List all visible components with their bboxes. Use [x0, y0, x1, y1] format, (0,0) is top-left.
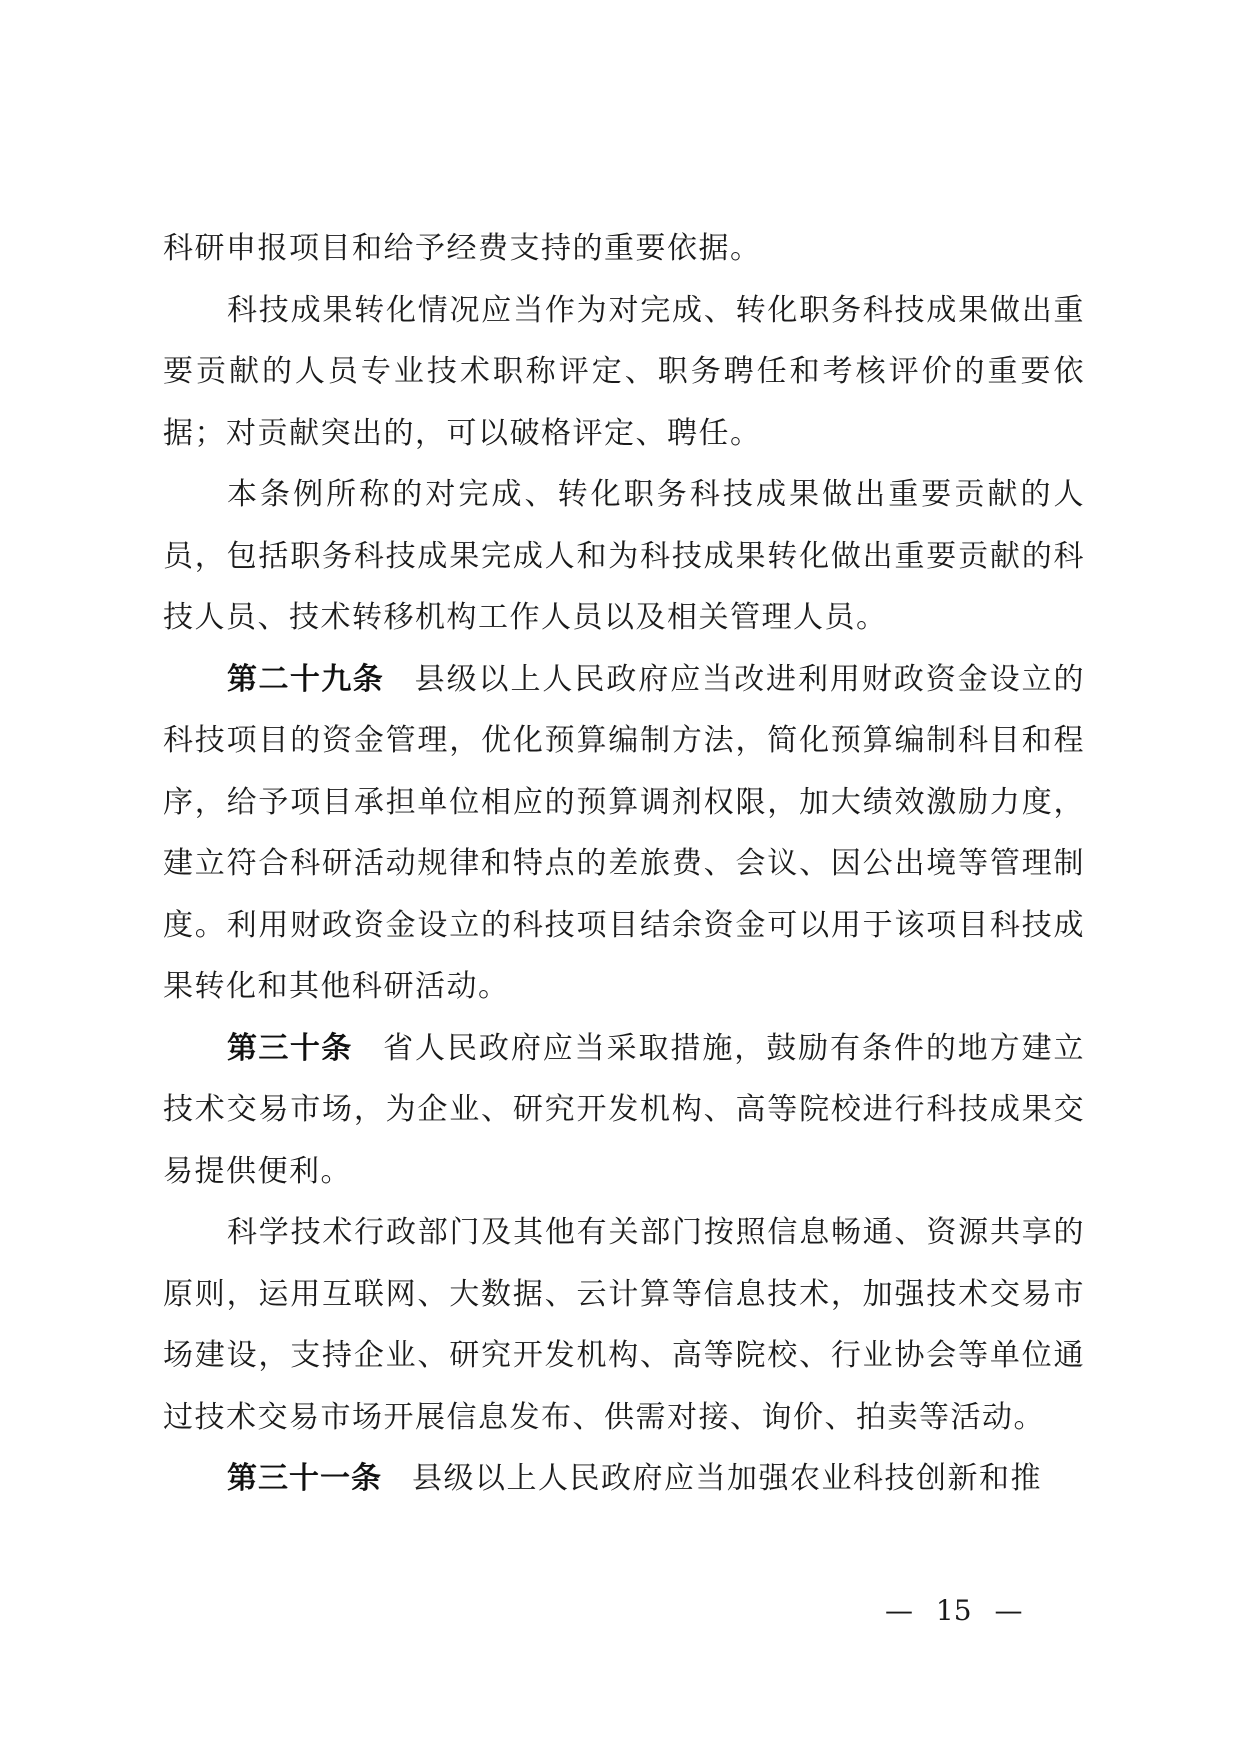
paragraph-text: 本条例所称的对完成、转化职务科技成果做出重要贡献的人员，包括职务科技成果完成人和为科技成果转化做出重要贡献的科技人员、技术转移机构工作人员以及相关管理人员。 [163, 477, 1085, 635]
page-number-dash-left: — [885, 1594, 913, 1627]
article-paragraph [163, 649, 1085, 1018]
page-number: 15 [935, 1594, 972, 1627]
paragraph-continuation [163, 218, 1085, 280]
article-heading: 第三十条 [227, 1030, 353, 1066]
page-number-dash-right: — [994, 1594, 1023, 1627]
page-number-footer [0, 1594, 1240, 1627]
body-text [163, 218, 1085, 1510]
article-heading: 第二十九条 [227, 661, 385, 697]
article-paragraph [163, 1448, 1085, 1510]
paragraph-text: 科学技术行政部门及其他有关部门按照信息畅通、资源共享的原则，运用互联网、大数据、云计算等信息技术，加强技术交易市场建设，支持企业、研究开发机构、高等院校、行业协会等单位通过技术交易市场开展信息发布、供需对接、询价、拍卖等活动。 [163, 1215, 1085, 1435]
paragraph-text: 科技成果转化情况应当作为对完成、转化职务科技成果做出重要贡献的人员专业技术职称评定、职务聘任和考核评价的重要依据；对贡献突出的，可以破格评定、聘任。 [163, 292, 1085, 451]
paragraph-text: 科研申报项目和给予经费支持的重要依据。 [163, 231, 762, 266]
paragraph-text: 县级以上人民政府应当加强农业科技创新和推 [412, 1461, 1042, 1496]
paragraph-text: 省人民政府应当采取措施，鼓励有条件的地方建立技术交易市场，为企业、研究开发机构、高等院校进行科技成果交易提供便利。 [163, 1030, 1086, 1189]
article-paragraph [163, 1018, 1085, 1203]
paragraph [163, 464, 1085, 649]
paragraph [163, 1202, 1085, 1448]
paragraph-text: 县级以上人民政府应当改进利用财政资金设立的科技项目的资金管理，优化预算编制方法，简化预算编制科目和程序，给予项目承担单位相应的预算调剂权限，加大绩效激励力度，建立符合科研活动规律和特点的差旅费、会议、因公出境等管理制度。利用财政资金设立的科技项目结余资金可以用于该项目科技成果转化和其他科研活动。 [163, 661, 1086, 1004]
paragraph [163, 280, 1085, 465]
article-heading: 第三十一条 [227, 1461, 382, 1496]
